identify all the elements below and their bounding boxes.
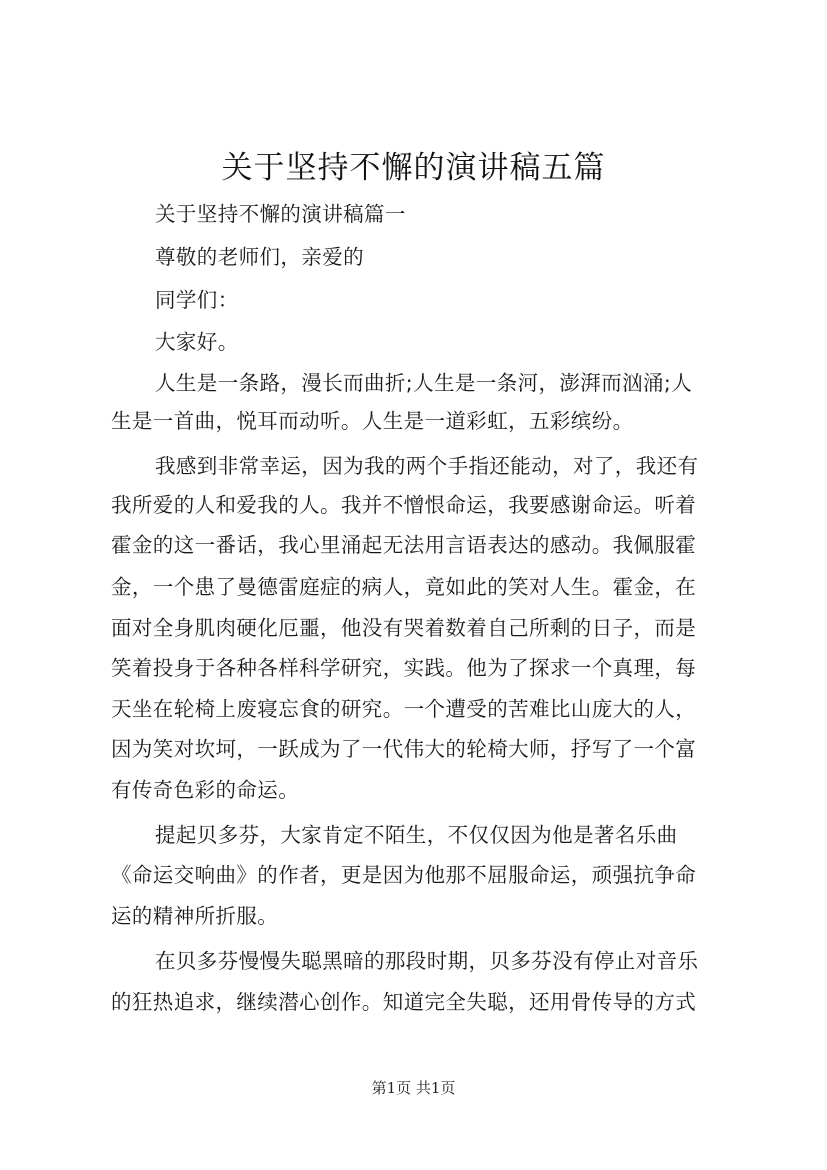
paragraph-line: 霍金的这一番话，我心里涌起无法用言语表达的感动。我佩服霍 (111, 533, 697, 557)
paragraph-line: 运的精神所折服。 (111, 904, 279, 928)
greeting-line: 大家好。 (155, 330, 239, 354)
paragraph-line: 生是一首曲，悦耳而动听。人生是一道彩虹，五彩缤纷。 (111, 409, 634, 433)
section-heading: 关于坚持不懈的演讲稿篇一 (155, 202, 406, 226)
paragraph-line: 在贝多芬慢慢失聪黑暗的那段时期，贝多芬没有停止对音乐 (155, 949, 699, 973)
paragraph-line: 我感到非常幸运，因为我的两个手指还能动，对了，我还有 (155, 454, 699, 478)
page-number-footer: 第1页 共1页 (371, 1079, 456, 1097)
paragraph-line: 有传奇色彩的命运。 (111, 778, 300, 802)
paragraph-line: 的狂热追求，继续潜心创作。知道完全失聪，还用骨传导的方式 (111, 990, 697, 1014)
salutation-line: 同学们： (155, 288, 239, 312)
paragraph-line: 天坐在轮椅上废寝忘食的研究。一个遭受的苦难比山庞大的人， (111, 697, 697, 721)
salutation-line: 尊敬的老师们，亲爱的 (155, 245, 364, 269)
document-title: 关于坚持不懈的演讲稿五篇 (221, 150, 606, 186)
paragraph-line: 因为笑对坎坷，一跃成为了一代伟大的轮椅大师，抒写了一个富 (111, 737, 697, 761)
paragraph-line: 面对全身肌肉硬化厄噩，他没有哭着数着自己所剩的日子，而是 (111, 616, 697, 640)
paragraph-line: 金，一个患了曼德雷庭症的病人，竟如此的笑对人生。霍金，在 (111, 575, 697, 599)
paragraph-line: 笑着投身于各种各样科学研究，实践。他为了探求一个真理，每 (111, 656, 697, 680)
paragraph-line: 人生是一条路，漫长而曲折;人生是一条河，澎湃而汹涌;人 (155, 371, 693, 395)
paragraph-line: 提起贝多芬，大家肯定不陌生，不仅仅因为他是著名乐曲 (155, 823, 678, 847)
paragraph-line: 《命运交响曲》的作者，更是因为他那不屈服命运，顽强抗争命 (111, 863, 697, 887)
paragraph-line: 我所爱的人和爱我的人。我并不憎恨命运，我要感谢命运。听着 (111, 493, 697, 517)
